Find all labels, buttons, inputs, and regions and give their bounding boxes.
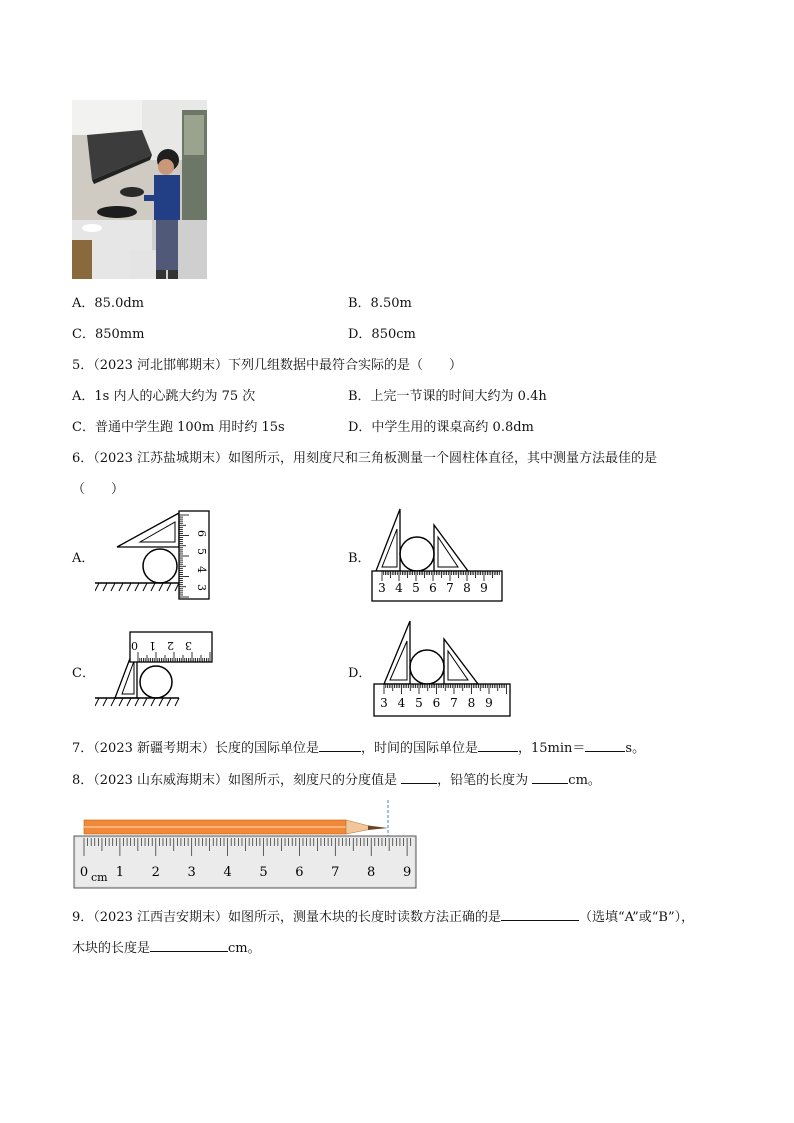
q4-option-d: D．850cm (348, 327, 416, 342)
q5-option-b: B．上完一节课的时间大约为 0.4h (348, 389, 547, 404)
q7-line (72, 737, 645, 756)
q5-option-c: C．普通中学生跑 100m 用时约 15s (72, 420, 285, 435)
fig-b-tick-label: 5 (412, 581, 420, 595)
q7-blank-1[interactable] (319, 739, 361, 752)
fig-b-tick-label: 3 (378, 581, 386, 595)
fig-a-tick-label: 4 (195, 566, 208, 573)
ruler-number: 1 (115, 865, 125, 880)
fig-b-tick-label: 8 (463, 581, 471, 595)
fig-d-tick-label: 3 (380, 696, 388, 710)
ruler-number: 3 (187, 865, 196, 880)
q8-text-1: 8．（2023 山东威海期末）如图所示，刻度尺的分度值是 (72, 773, 397, 788)
q5-stem: 5．（2023 河北邯郸期末）下列几组数据中最符合实际的是（ ） (72, 358, 462, 373)
q9-blank-2[interactable] (150, 939, 228, 952)
fig-d-tick-label: 4 (397, 696, 406, 710)
q6-stem-line2: （ ） (72, 482, 125, 497)
q7-text-2: ，时间的国际单位是 (361, 741, 479, 756)
ruler-unit-label: cm (91, 871, 108, 884)
ruler-number: 4 (223, 865, 232, 880)
q9-text-3: 木块的长度是 (72, 941, 151, 956)
q7-text-3: ，15min＝ (518, 741, 586, 756)
q9-text-4: cm。 (228, 941, 261, 956)
ruler-number: 0 (79, 865, 89, 880)
fig-c-tick-label: 0 (131, 639, 138, 652)
q6-option-c-letter: C． (72, 666, 95, 681)
fig-c-tick-label: 2 (167, 639, 174, 652)
q9-blank-1[interactable] (501, 908, 579, 921)
q4-option-c: C．850mm (72, 327, 145, 342)
ruler-number: 6 (295, 865, 304, 880)
q6-option-b-letter: B． (348, 551, 371, 566)
fig-d-tick-label: 9 (485, 696, 493, 710)
q6-stem-line1: 6．（2023 江苏盐城期末）如图所示，用刻度尺和三角板测量一个圆柱体直径，其中测量方法最佳的是 (72, 451, 657, 466)
fig-d-tick-label: 8 (467, 696, 476, 710)
kitchen-photo (72, 100, 207, 279)
q9-text-2: （选填“A”或“B”）， (579, 910, 695, 925)
q8-ruler-figure (72, 800, 422, 892)
q6-option-d-letter: D． (348, 666, 372, 681)
fig-b-tick-label: 7 (446, 581, 454, 595)
q8-text-3: cm。 (568, 773, 601, 788)
q7-text-4: s。 (625, 741, 646, 756)
q6-figure-a (95, 505, 220, 605)
fig-d-tick-label: 5 (415, 696, 423, 710)
fig-a-tick-label: 6 (195, 530, 208, 537)
q8-blank-2[interactable] (532, 771, 568, 784)
q7-text-1: 7．（2023 新疆考期末）长度的国际单位是 (72, 741, 319, 756)
q6-option-a-letter: A． (72, 551, 95, 566)
fig-b-tick-label: 6 (429, 581, 437, 595)
fig-c-tick-label: 3 (185, 639, 192, 652)
fig-b-tick-label: 4 (395, 581, 403, 595)
q7-blank-2[interactable] (478, 739, 518, 752)
q5-option-d: D．中学生用的课桌高约 0.8dm (348, 420, 534, 435)
q8-line (72, 769, 601, 788)
q7-blank-3[interactable] (585, 739, 625, 752)
fig-d-tick-label: 6 (432, 696, 441, 710)
q6-figure-d (370, 615, 515, 720)
q9-line-2 (72, 937, 261, 956)
q4-option-a: A．85.0dm (72, 296, 144, 311)
ruler-number: 2 (151, 865, 160, 880)
ruler-number: 8 (367, 865, 376, 880)
fig-c-tick-label: 1 (149, 639, 156, 652)
fig-b-tick-label: 9 (480, 581, 488, 595)
q5-option-a: A．1s 内人的心跳大约为 75 次 (72, 389, 256, 404)
fig-d-tick-label: 7 (450, 696, 458, 710)
q6-figure-b (370, 505, 510, 605)
fig-a-tick-label: 5 (195, 548, 208, 555)
q6-figure-c (95, 625, 220, 710)
q9-text-1: 9．（2023 江西吉安期末）如图所示，测量木块的长度时读数方法正确的是 (72, 910, 501, 925)
q8-text-2: ，铅笔的长度为 (437, 773, 529, 788)
ruler-number: 5 (259, 865, 268, 880)
ruler-number: 9 (402, 865, 412, 880)
q9-line-1 (72, 906, 694, 925)
q8-blank-1[interactable] (401, 771, 437, 784)
q4-option-b: B．8.50m (348, 296, 412, 311)
ruler-number: 7 (331, 865, 340, 880)
fig-a-tick-label: 3 (195, 584, 208, 591)
